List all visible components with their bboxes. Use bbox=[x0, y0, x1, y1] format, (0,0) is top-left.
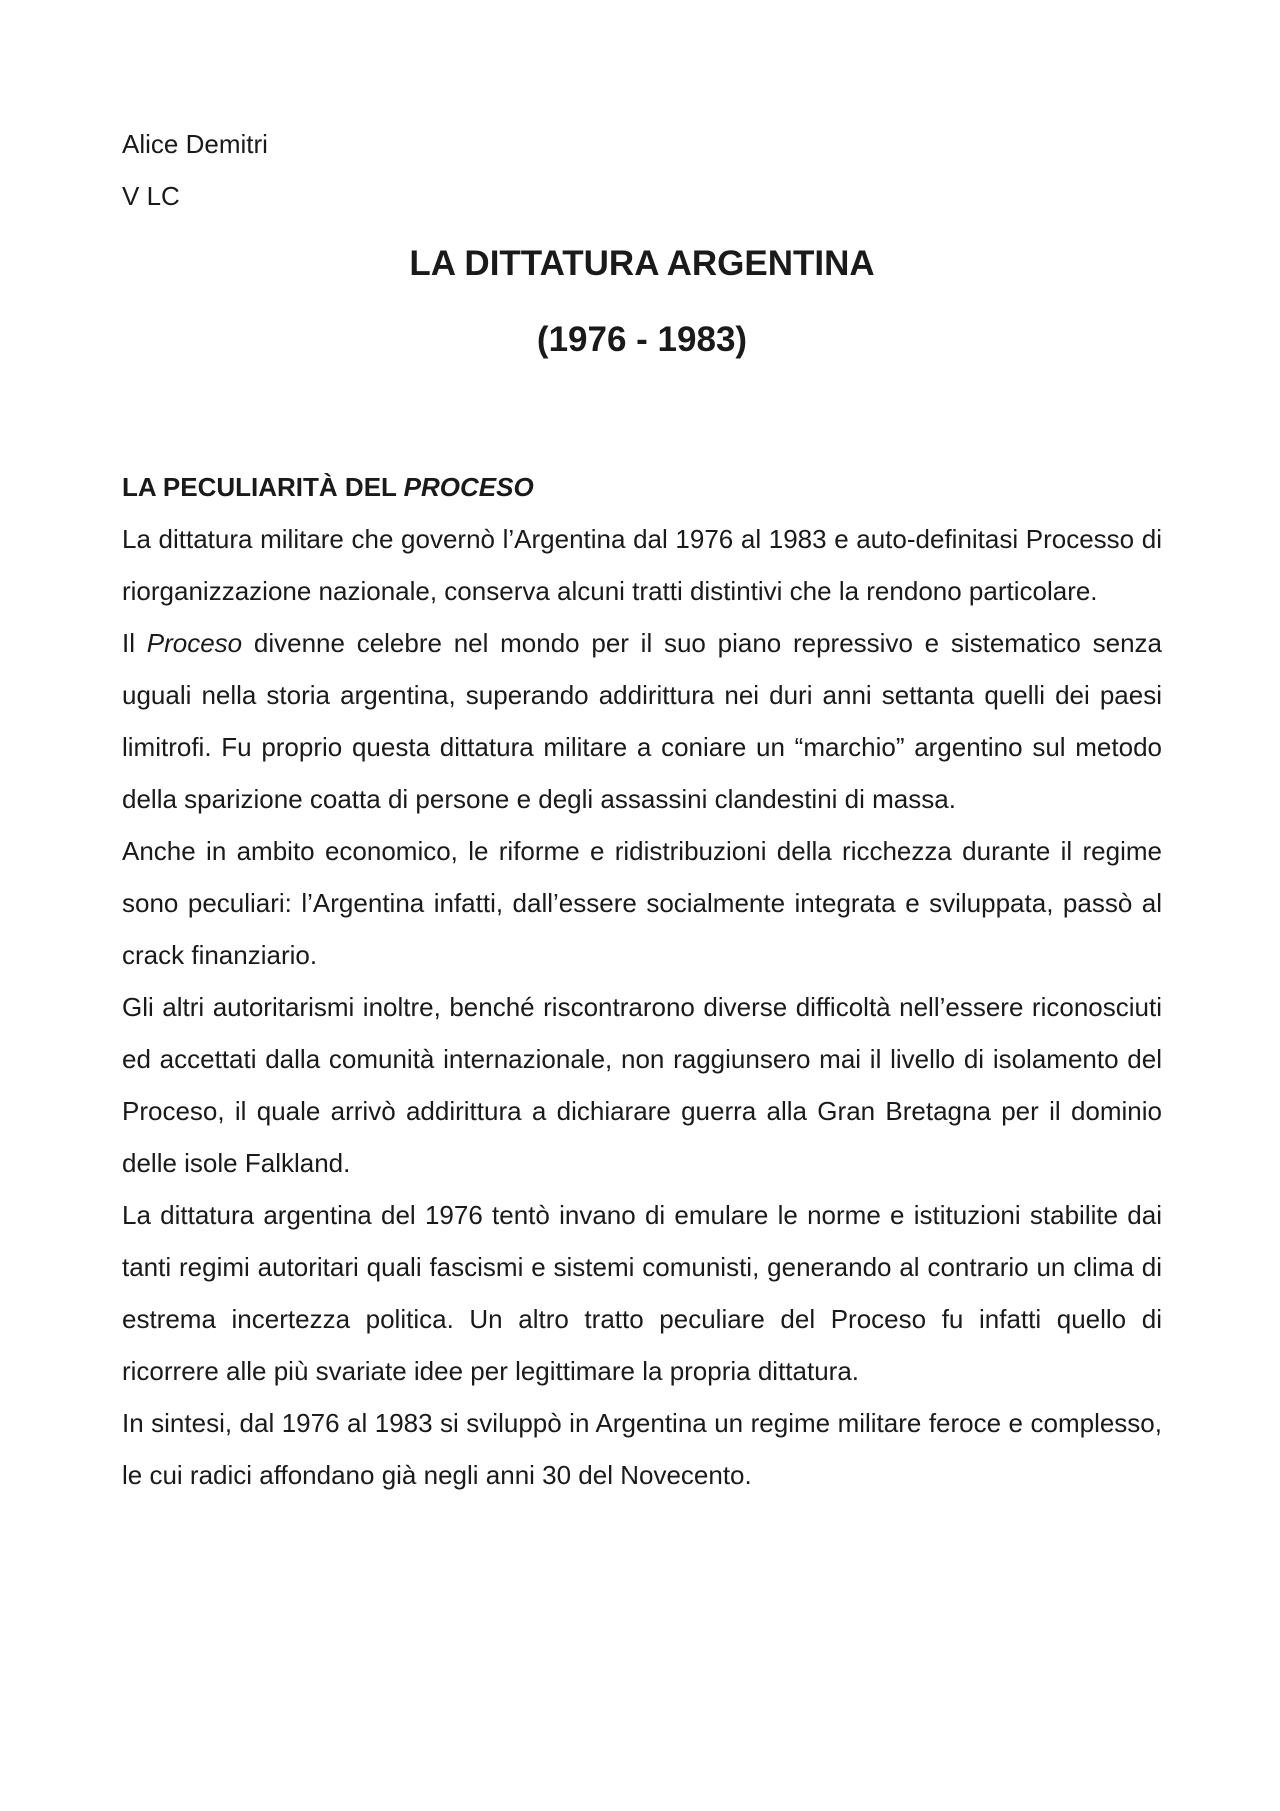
paragraph-2 bbox=[122, 617, 1162, 825]
paragraph-1: La dittatura militare che governò l’Argentina dal 1976 al 1983 e auto-definitasi Processo di riorganizzazione nazionale, conserva alcuni tratti distintivi che la rendono particolare. bbox=[122, 524, 1162, 606]
paragraph-5: La dittatura argentina del 1976 tentò invano di emulare le norme e istituzioni stabilite dai tanti regimi autoritari quali fascismi e sistemi comunisti, generando al contrario un clima di estrema incertezza politica. Un altro tratto peculiare del Proceso fu infatti quello di ricorrere alle più svariate idee per legittimare la propria dittatura. bbox=[122, 1200, 1162, 1386]
document-title: LA DITTATURA ARGENTINA bbox=[409, 244, 875, 283]
section-heading bbox=[122, 461, 1162, 513]
paragraph-6: In sintesi, dal 1976 al 1983 si sviluppò in Argentina un regime militare feroce e complesso, le cui radici affondano già negli anni 30 del Novecento. bbox=[122, 1408, 1162, 1490]
class-label: V LC bbox=[122, 181, 180, 211]
document-page bbox=[122, 118, 1162, 1501]
paragraph-4: Gli altri autoritarismi inoltre, benché riscontrarono diverse difficoltà nell’essere riconosciuti ed accettati dalla comunità internazionale, non raggiunsero mai il livello di isolamento del Proceso, il quale arrivò addirittura a dichiarare guerra alla Gran Bretagna per il dominio delle isole Falkland. bbox=[122, 992, 1162, 1178]
section-heading-italic: PROCESO bbox=[403, 472, 534, 502]
document-subtitle: (1976 - 1983) bbox=[536, 320, 748, 359]
paragraph-2-rest: divenne celebre nel mondo per il suo piano repressivo e sistematico senza uguali nella storia argentina, superando addirittura nei duri anni settanta quelli dei paesi limitrofi. Fu proprio questa dittatura militare a coniare un “marchio” argentino sul metodo della sparizione coatta di persone e degli assassini clandestini di massa. bbox=[122, 628, 1162, 814]
author-name: Alice Demitri bbox=[122, 129, 268, 159]
section-heading-text: LA PECULIARITÀ DEL bbox=[122, 472, 404, 502]
paragraph-2-start: Il bbox=[122, 628, 147, 658]
paragraph-2-italic: Proceso bbox=[146, 628, 243, 658]
paragraph-3: Anche in ambito economico, le riforme e ridistribuzioni della ricchezza durante il regime sono peculiari: l’Argentina infatti, dall’essere socialmente integrata e sviluppata, passò al crack finanziario. bbox=[122, 836, 1162, 970]
